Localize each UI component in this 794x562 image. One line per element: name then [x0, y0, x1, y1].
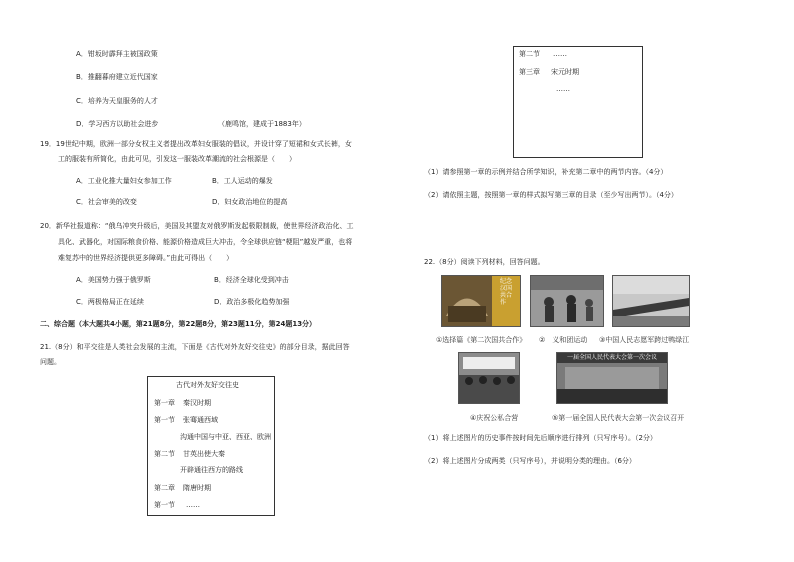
toc-box-part2 [513, 46, 643, 158]
photo-boxer-movement [530, 275, 604, 327]
section-2-heading: 二、综合题（本大题共4小题，第21题8分，第22题8分，第23题11分，第24题13分） [40, 320, 317, 328]
toc-text-6: 隋唐时期 [183, 484, 211, 492]
toc-text-4: 甘英出使大秦 [183, 450, 225, 458]
toc-cont-text-2: 宋元时期 [551, 68, 579, 76]
caption-2: ② 义和团运动 [539, 336, 588, 344]
q20-option-c: C．两极格局正在延续 [76, 298, 144, 306]
toc-text-3: 沟通中国与中亚、西亚、欧洲 [180, 433, 271, 441]
photo-first-npc [556, 352, 668, 404]
toc-cont-text-1: …… [553, 50, 567, 58]
toc-text-5: 开辟通往西方的路线 [180, 466, 243, 474]
toc-box-part1 [147, 376, 275, 516]
q22-sub1: （1）将上述图片的历史事件按时间先后顺序进行排列（只写序号）。（2分） [424, 434, 657, 442]
q20-option-d: D．政治多极化趋势加强 [214, 298, 290, 306]
toc-cont-label-2: 第三章 [519, 68, 540, 76]
caption-4: ④庆祝公私合营 [470, 414, 519, 422]
q20-stem-line1: 20．新华社报道称：“俄乌冲突升级后，美国及其盟友对俄罗斯发起极限制裁，使世界经济政治化、工 [40, 222, 354, 230]
q21-sub1: （1）请参照第一章的示例并结合所学知识，补充第二章中的两节内容。（4分） [424, 168, 668, 176]
q22-stem: 22.（8分）阅读下列材料，回答问题。 [424, 258, 545, 266]
q20-stem-line3: 难复苏中的世界经济提供更多障碍。”由此可得出（ ） [58, 254, 234, 262]
toc-text-2: 张骞通西域 [183, 416, 218, 424]
caption-5: ⑤第一届全国人民代表大会第一次会议召开 [552, 414, 685, 422]
q18-note: （鹿鸣馆，建成于1883年） [218, 120, 306, 128]
photo-5-banner-text: 一届全国人民代表大会第一次会议 [567, 354, 658, 361]
q18-option-c: C．培养为天皇服务的人才 [76, 97, 158, 105]
q20-option-b: B．经济全球化受到冲击 [214, 276, 289, 284]
q18-option-a: A．钳坂时霹拜主被国政策 [76, 50, 158, 58]
q21-stem-line2: 问题。 [40, 358, 61, 366]
q20-option-a: A．美国势力强于俄罗斯 [76, 276, 151, 284]
toc-label-4: 第二节 [154, 450, 175, 458]
toc-cont-label-1: 第二节 [519, 50, 540, 58]
photo-volunteers-yalu [612, 275, 690, 327]
toc-text-7: …… [186, 501, 200, 509]
caption-3: ③中国人民志愿军跨过鸭绿江 [599, 336, 690, 344]
q20-stem-line2: 具化、武器化，对国际粮食价格、能源价格造成巨大冲击，令全球供应链“梗阻”越发严重，也将 [58, 238, 353, 246]
q18-option-d: D．学习西方以助社会进步 [76, 120, 159, 128]
q22-sub2: （2）将上述图片分成两类（只写序号），并说明分类的理由。（6分） [424, 457, 636, 465]
toc-label-7: 第一节 [154, 501, 175, 509]
q19-option-c: C．社会审美的改变 [76, 198, 137, 206]
q19-option-a: A．工业化推大量妇女参加工作 [76, 177, 172, 185]
toc-label-6: 第二章 [154, 484, 175, 492]
q19-stem-line2: 工的服装有所简化，由此可见，引发这一服装改革潮流的社会根源是（ ） [58, 155, 296, 163]
q19-option-b: B．工人运动的爆发 [212, 177, 273, 185]
q21-stem-line1: 21.（8分）和平交往是人类社会发展的主流，下面是《古代对外友好交往史》的部分目录，据此回答 [40, 343, 350, 351]
photo-1-caption-text: 纪念汉国共合作 [500, 278, 513, 306]
q18-option-b: B．推翻暮府建立近代国家 [76, 73, 158, 81]
caption-1: ①选择篇《第二次国共合作》 [436, 336, 527, 344]
toc-text-1: 秦汉时期 [183, 399, 211, 407]
toc-label-2: 第一节 [154, 416, 175, 424]
toc-cont-text-3: …… [556, 85, 570, 93]
toc-label-1: 第一章 [154, 399, 175, 407]
q19-option-d: D．妇女政治地位的提高 [212, 198, 288, 206]
photo-kmt-ccp-cooperation [441, 275, 521, 327]
q19-stem-line1: 19．19世纪中期，欧洲一部分女权主义者提出改革妇女服装的倡议，并设计穿了短裙和女式长裤，女 [40, 140, 352, 148]
toc-title: 古代对外友好交往史 [176, 381, 239, 389]
photo-public-private-partnership [458, 352, 520, 404]
q21-sub2: （2）请依照主题，按照第一章的样式拟写第三章的目录（至少写出两节）。（4分） [424, 191, 678, 199]
